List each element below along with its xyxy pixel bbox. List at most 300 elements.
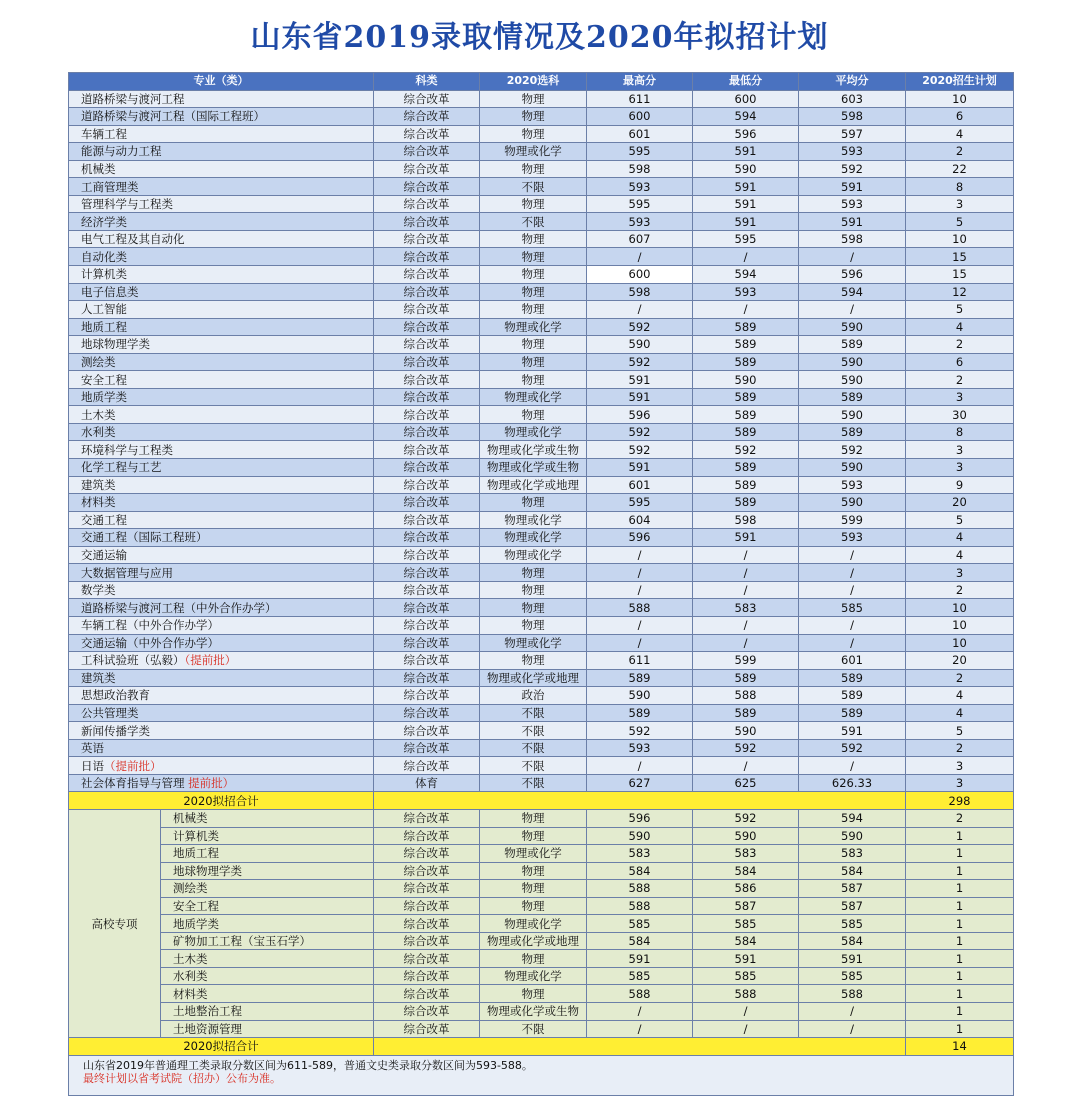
max-cell: 596: [587, 809, 693, 827]
subject-cell: 物理: [480, 652, 587, 670]
subject-cell: 物理: [480, 985, 587, 1003]
plan-cell: 8: [906, 178, 1014, 196]
subject-cell: 不限: [480, 213, 587, 231]
subject-cell: 物理: [480, 494, 587, 512]
max-cell: 592: [587, 353, 693, 371]
major-cell: [69, 125, 374, 143]
plan-cell: 4: [906, 125, 1014, 143]
max-cell: 595: [587, 143, 693, 161]
min-cell: 589: [693, 704, 799, 722]
header-major: 专业（类）: [69, 73, 374, 91]
max-cell: 588: [587, 599, 693, 617]
major-cell: [69, 704, 374, 722]
max-cell: 601: [587, 125, 693, 143]
avg-cell: 594: [799, 809, 906, 827]
major-cell: [69, 564, 374, 582]
plan-cell: 2: [906, 669, 1014, 687]
major-cell: [69, 739, 374, 757]
major-name: 大数据管理与应用: [81, 565, 173, 580]
table-row: [69, 178, 1014, 196]
special-row: [69, 932, 1014, 950]
avg-cell: 585: [799, 967, 906, 985]
avg-cell: 593: [799, 143, 906, 161]
max-cell: 611: [587, 652, 693, 670]
plan-cell: 1: [906, 985, 1014, 1003]
min-cell: 596: [693, 125, 799, 143]
min-cell: 592: [693, 809, 799, 827]
subject-cell: 物理或化学或地理: [480, 476, 587, 494]
subject-cell: 物理或化学或生物: [480, 459, 587, 477]
min-cell: 592: [693, 441, 799, 459]
plan-cell: 22: [906, 160, 1014, 178]
max-cell: 589: [587, 704, 693, 722]
min-cell: 589: [693, 494, 799, 512]
table-row: [69, 669, 1014, 687]
major-name: 车辆工程: [81, 126, 127, 141]
max-cell: 600: [587, 266, 693, 284]
table-row: [69, 722, 1014, 740]
major-cell: [69, 318, 374, 336]
min-cell: 600: [693, 90, 799, 108]
avg-cell: /: [799, 616, 906, 634]
type-cell: 综合改革: [374, 388, 480, 406]
table-row: [69, 581, 1014, 599]
avg-cell: 597: [799, 125, 906, 143]
header-max: 最高分: [587, 73, 693, 91]
subject-cell: 物理: [480, 581, 587, 599]
max-cell: 584: [587, 932, 693, 950]
min-cell: 589: [693, 406, 799, 424]
type-cell: 综合改革: [374, 371, 480, 389]
plan-cell: 1: [906, 845, 1014, 863]
min-cell: 589: [693, 423, 799, 441]
min-cell: 591: [693, 178, 799, 196]
special-row: [69, 950, 1014, 968]
table-row: [69, 757, 1014, 775]
major-name: 车辆工程（中外合作办学）: [81, 618, 219, 633]
major-cell: 计算机类: [161, 827, 374, 845]
min-cell: 585: [693, 967, 799, 985]
type-cell: 综合改革: [374, 757, 480, 775]
type-cell: 综合改革: [374, 318, 480, 336]
type-cell: 综合改革: [374, 423, 480, 441]
plan-cell: 3: [906, 757, 1014, 775]
major-name: 建筑类: [81, 670, 116, 685]
avg-cell: 593: [799, 529, 906, 547]
table-row: [69, 388, 1014, 406]
plan-cell: 9: [906, 476, 1014, 494]
min-cell: 584: [693, 862, 799, 880]
max-cell: /: [587, 581, 693, 599]
major-name: 电子信息类: [81, 284, 139, 299]
avg-cell: 589: [799, 423, 906, 441]
subject-cell: 物理: [480, 230, 587, 248]
type-cell: 综合改革: [374, 704, 480, 722]
major-cell: [69, 143, 374, 161]
subject-cell: 物理或化学或生物: [480, 1002, 587, 1020]
subject-cell: 物理: [480, 108, 587, 126]
major-name: 地质学类: [81, 390, 127, 405]
max-cell: 598: [587, 283, 693, 301]
subject-cell: 不限: [480, 722, 587, 740]
type-cell: 综合改革: [374, 599, 480, 617]
major-name: 测绘类: [81, 355, 116, 370]
min-cell: 590: [693, 160, 799, 178]
type-cell: 综合改革: [374, 476, 480, 494]
major-name: 工科试验班（弘毅）: [81, 653, 185, 668]
subject-cell: 物理: [480, 195, 587, 213]
table-row: [69, 511, 1014, 529]
major-name: 思想政治教育: [81, 688, 150, 703]
plan-cell: 20: [906, 652, 1014, 670]
min-cell: 598: [693, 511, 799, 529]
major-name: 土木类: [81, 407, 116, 422]
plan-cell: 2: [906, 143, 1014, 161]
max-cell: /: [587, 248, 693, 266]
table-row: [69, 599, 1014, 617]
subject-cell: 物理: [480, 599, 587, 617]
max-cell: /: [587, 616, 693, 634]
total-label: 2020拟招合计: [69, 792, 374, 810]
type-cell: 综合改革: [374, 915, 480, 933]
type-cell: 综合改革: [374, 459, 480, 477]
major-cell: [69, 511, 374, 529]
table-row: [69, 441, 1014, 459]
table-row: [69, 371, 1014, 389]
max-cell: 590: [587, 687, 693, 705]
table-row: [69, 248, 1014, 266]
avg-cell: 590: [799, 494, 906, 512]
min-cell: /: [693, 1020, 799, 1038]
major-cell: 矿物加工工程（宝玉石学）: [161, 932, 374, 950]
type-cell: 综合改革: [374, 546, 480, 564]
major-cell: [69, 494, 374, 512]
major-name: 地球物理学类: [81, 337, 150, 352]
major-name: 材料类: [81, 495, 116, 510]
type-cell: 综合改革: [374, 967, 480, 985]
max-cell: 584: [587, 862, 693, 880]
major-cell: [69, 757, 374, 775]
plan-cell: 5: [906, 722, 1014, 740]
avg-cell: 584: [799, 932, 906, 950]
avg-cell: 585: [799, 915, 906, 933]
plan-cell: 2: [906, 739, 1014, 757]
max-cell: 588: [587, 985, 693, 1003]
table-row: [69, 739, 1014, 757]
plan-cell: 5: [906, 511, 1014, 529]
subject-cell: 物理: [480, 336, 587, 354]
major-cell: [69, 388, 374, 406]
major-name: 机械类: [81, 162, 116, 176]
avg-cell: 592: [799, 160, 906, 178]
table-row: [69, 318, 1014, 336]
major-cell: [69, 581, 374, 599]
special-row: [69, 1020, 1014, 1038]
max-cell: 601: [587, 476, 693, 494]
avg-cell: 591: [799, 722, 906, 740]
max-cell: /: [587, 757, 693, 775]
major-cell: [69, 722, 374, 740]
max-cell: 588: [587, 880, 693, 898]
special-row: [69, 1002, 1014, 1020]
subject-cell: 物理: [480, 301, 587, 319]
plan-cell: 3: [906, 459, 1014, 477]
plan-cell: 3: [906, 388, 1014, 406]
major-name: 道路桥梁与渡河工程: [81, 91, 185, 106]
max-cell: 592: [587, 722, 693, 740]
max-cell: 593: [587, 213, 693, 231]
min-cell: 594: [693, 266, 799, 284]
plan-cell: 1: [906, 915, 1014, 933]
table-row: [69, 423, 1014, 441]
subject-cell: 物理: [480, 950, 587, 968]
plan-cell: 6: [906, 108, 1014, 126]
major-cell: [69, 90, 374, 108]
max-cell: 592: [587, 423, 693, 441]
subject-cell: 物理: [480, 880, 587, 898]
min-cell: 589: [693, 476, 799, 494]
plan-cell: 20: [906, 494, 1014, 512]
type-cell: 综合改革: [374, 652, 480, 670]
subject-cell: 物理或化学: [480, 511, 587, 529]
avg-cell: 603: [799, 90, 906, 108]
avg-cell: 591: [799, 178, 906, 196]
plan-cell: 1: [906, 1002, 1014, 1020]
major-cell: 地质学类: [161, 915, 374, 933]
avg-cell: /: [799, 248, 906, 266]
major-cell: [69, 634, 374, 652]
major-name: 道路桥梁与渡河工程（国际工程班）: [81, 109, 265, 124]
type-cell: 综合改革: [374, 108, 480, 126]
min-cell: /: [693, 248, 799, 266]
type-cell: 综合改革: [374, 1020, 480, 1038]
min-cell: 588: [693, 985, 799, 1003]
major-name: 日语: [81, 758, 104, 773]
avg-cell: 592: [799, 441, 906, 459]
plan-cell: 1: [906, 897, 1014, 915]
table-row: [69, 459, 1014, 477]
special-total-row: [69, 1038, 1014, 1056]
max-cell: /: [587, 564, 693, 582]
subject-cell: 物理或化学: [480, 388, 587, 406]
type-cell: 综合改革: [374, 827, 480, 845]
table-row: [69, 301, 1014, 319]
major-name: 道路桥梁与渡河工程（中外合作办学）: [81, 600, 277, 615]
max-cell: 585: [587, 967, 693, 985]
type-cell: 综合改革: [374, 336, 480, 354]
type-cell: 综合改革: [374, 178, 480, 196]
header-plan: 2020招生计划: [906, 73, 1014, 91]
plan-cell: 15: [906, 248, 1014, 266]
table-row: [69, 774, 1014, 792]
max-cell: 600: [587, 108, 693, 126]
avg-cell: /: [799, 757, 906, 775]
table-row: [69, 652, 1014, 670]
special-group-label: 高校专项: [69, 809, 161, 1037]
max-cell: 607: [587, 230, 693, 248]
subject-cell: 物理或化学: [480, 845, 587, 863]
type-cell: 综合改革: [374, 985, 480, 1003]
max-cell: /: [587, 1020, 693, 1038]
special-row: [69, 880, 1014, 898]
major-cell: 地球物理学类: [161, 862, 374, 880]
avg-cell: 587: [799, 880, 906, 898]
min-cell: 595: [693, 230, 799, 248]
avg-cell: 596: [799, 266, 906, 284]
table-row: [69, 230, 1014, 248]
special-row: [69, 809, 1014, 827]
plan-cell: 10: [906, 616, 1014, 634]
max-cell: 593: [587, 178, 693, 196]
major-cell: 地质工程: [161, 845, 374, 863]
subject-cell: 物理或化学: [480, 546, 587, 564]
major-cell: [69, 599, 374, 617]
table-row: [69, 160, 1014, 178]
plan-cell: 3: [906, 441, 1014, 459]
max-cell: /: [587, 634, 693, 652]
type-cell: 综合改革: [374, 687, 480, 705]
avg-cell: 598: [799, 230, 906, 248]
max-cell: /: [587, 301, 693, 319]
major-name: 数学类: [81, 583, 116, 598]
min-cell: /: [693, 564, 799, 582]
major-cell: [69, 283, 374, 301]
total-row: [69, 792, 1014, 810]
major-name: 新闻传播学类: [81, 723, 150, 738]
type-cell: 综合改革: [374, 950, 480, 968]
total-value: 298: [906, 792, 1014, 810]
major-cell: [69, 336, 374, 354]
type-cell: 综合改革: [374, 529, 480, 547]
major-cell: [69, 546, 374, 564]
major-name: 化学工程与工艺: [81, 460, 162, 475]
subject-cell: 物理: [480, 564, 587, 582]
major-name: 公共管理类: [81, 705, 139, 720]
subject-cell: 物理: [480, 248, 587, 266]
major-name: 地质工程: [81, 319, 127, 334]
min-cell: 590: [693, 371, 799, 389]
major-cell: 测绘类: [161, 880, 374, 898]
major-cell: [69, 195, 374, 213]
max-cell: 595: [587, 494, 693, 512]
max-cell: 588: [587, 897, 693, 915]
max-cell: 589: [587, 669, 693, 687]
min-cell: 587: [693, 897, 799, 915]
table-row: [69, 213, 1014, 231]
avg-cell: 590: [799, 371, 906, 389]
avg-cell: 591: [799, 213, 906, 231]
notes-cell: [69, 1055, 1014, 1095]
avg-cell: /: [799, 1002, 906, 1020]
plan-cell: 15: [906, 266, 1014, 284]
min-cell: 591: [693, 213, 799, 231]
table-row: [69, 266, 1014, 284]
avg-cell: 589: [799, 669, 906, 687]
min-cell: /: [693, 616, 799, 634]
avg-cell: 601: [799, 652, 906, 670]
max-cell: /: [587, 546, 693, 564]
plan-cell: 1: [906, 950, 1014, 968]
special-row: [69, 915, 1014, 933]
type-cell: 综合改革: [374, 266, 480, 284]
max-cell: 591: [587, 950, 693, 968]
major-cell: [69, 616, 374, 634]
table-row: [69, 616, 1014, 634]
major-name: 交通运输（中外合作办学）: [81, 635, 219, 650]
plan-cell: 2: [906, 581, 1014, 599]
table-row: [69, 195, 1014, 213]
avg-cell: 589: [799, 687, 906, 705]
table-row: [69, 529, 1014, 547]
plan-cell: 1: [906, 827, 1014, 845]
min-cell: 589: [693, 353, 799, 371]
max-cell: 592: [587, 441, 693, 459]
table-row: [69, 143, 1014, 161]
avg-cell: 592: [799, 739, 906, 757]
type-cell: 综合改革: [374, 564, 480, 582]
major-name: 计算机类: [81, 267, 127, 282]
min-cell: 590: [693, 827, 799, 845]
major-cell: [69, 774, 374, 792]
table-row: [69, 108, 1014, 126]
subject-cell: 不限: [480, 704, 587, 722]
early-batch-tag: （提前批）: [184, 653, 237, 668]
plan-cell: 5: [906, 213, 1014, 231]
special-row: [69, 845, 1014, 863]
type-cell: 综合改革: [374, 722, 480, 740]
avg-cell: 598: [799, 108, 906, 126]
major-name: 交通运输: [81, 548, 127, 563]
max-cell: 590: [587, 827, 693, 845]
plan-cell: 1: [906, 932, 1014, 950]
avg-cell: 588: [799, 985, 906, 1003]
major-cell: [69, 108, 374, 126]
type-cell: 综合改革: [374, 809, 480, 827]
type-cell: 综合改革: [374, 897, 480, 915]
plan-cell: 1: [906, 862, 1014, 880]
type-cell: 综合改革: [374, 301, 480, 319]
min-cell: 594: [693, 108, 799, 126]
type-cell: 综合改革: [374, 441, 480, 459]
major-cell: [69, 687, 374, 705]
subject-cell: 物理: [480, 827, 587, 845]
max-cell: 591: [587, 371, 693, 389]
type-cell: 综合改革: [374, 213, 480, 231]
avg-cell: 585: [799, 599, 906, 617]
subject-cell: 物理: [480, 283, 587, 301]
type-cell: 综合改革: [374, 143, 480, 161]
special-row: [69, 862, 1014, 880]
avg-cell: 590: [799, 353, 906, 371]
type-cell: 综合改革: [374, 511, 480, 529]
max-cell: 595: [587, 195, 693, 213]
subject-cell: 不限: [480, 1020, 587, 1038]
min-cell: 589: [693, 669, 799, 687]
table-row: [69, 406, 1014, 424]
min-cell: 585: [693, 915, 799, 933]
max-cell: 590: [587, 336, 693, 354]
max-cell: 611: [587, 90, 693, 108]
min-cell: 591: [693, 950, 799, 968]
type-cell: 综合改革: [374, 581, 480, 599]
major-cell: [69, 669, 374, 687]
min-cell: /: [693, 1002, 799, 1020]
max-cell: 604: [587, 511, 693, 529]
total-blank: [374, 1038, 906, 1056]
avg-cell: 587: [799, 897, 906, 915]
max-cell: 583: [587, 845, 693, 863]
table-row: [69, 564, 1014, 582]
